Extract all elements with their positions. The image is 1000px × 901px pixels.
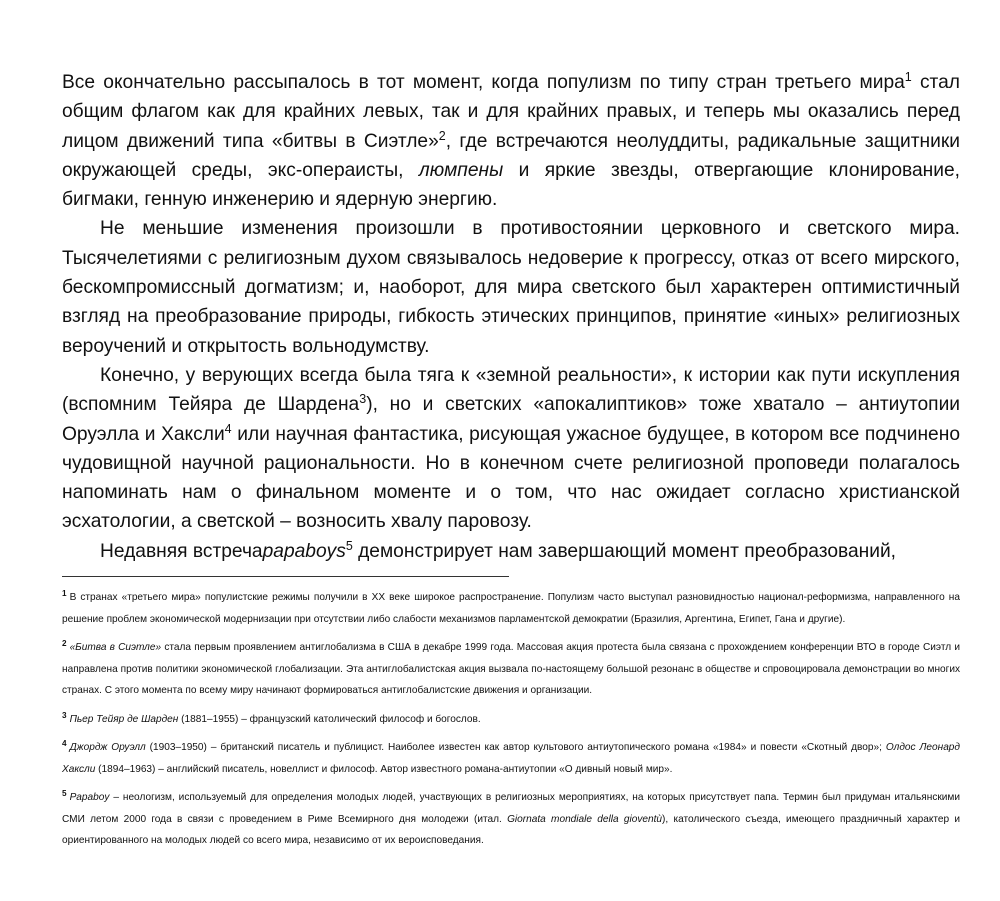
footnote-ref: 5 — [345, 538, 353, 553]
footnote-ref: 2 — [438, 128, 446, 143]
footnote-number: 1 — [62, 589, 67, 599]
text-run: стала первым проявлением антиглобализма в США в декабре 1999 года. Массовая акция протеста была связана с прохождением конференции ВТО в городе Сиэтл и направлена против политики экономической глобализации. Эта антиглобалистская акция вызвала по-настоящему большой резонанс в обществе и спровоцировала демонстрации во многих странах. С этого момента по всему миру начинают формироваться антиглобалистские движения и организации. — [62, 642, 960, 697]
footnote — [62, 587, 960, 630]
text-run: Недавняя встреча — [100, 540, 263, 562]
text-run: Не меньшие изменения произошли в противостоянии церковного и светского мира. Тысячелетиями с религиозным духом связывалось недоверие к прогрессу, отказ от всего мирского, бескомпромиссный догматизм; и, наоборот, для мира светского был характерен оптимистичный взгляд на преобразование природы, гибкость этических принципов, принятие «иных» религиозных вероучений и открытость вольнодумству. — [62, 218, 960, 357]
footnote-separator — [62, 576, 509, 577]
text-run: или научная фантастика, рисующая ужасное будущее, в котором все подчинено чудовищной научной рациональности. Но в конечном счете религиозной проповеди полагалось напоминать нам о финальном моменте и о том, что нас ожидает согласно христианской эсхатологии, а светской – возносить хвалу паровозу. — [62, 423, 960, 533]
paragraph — [62, 537, 960, 566]
footnote-number: 4 — [62, 739, 67, 749]
paragraph — [62, 361, 960, 537]
text-run: ), но и светских «апокалиптиков» тоже хватало – антиутопии Оруэлла и Хаксли — [62, 394, 961, 445]
footnote-ref: 3 — [359, 392, 367, 407]
footnote — [62, 737, 960, 780]
italic-text: «Битва в Сиэтле» — [69, 642, 162, 654]
text-run: демонстрирует нам завершающий момент преобразований, — [352, 540, 897, 562]
text-run: Все окончательно рассыпалось в тот момент, когда популизм по типу стран третьего мира — [62, 72, 905, 93]
italic-text: Пьер Тейяр де Шарден — [69, 713, 179, 725]
footnote-ref: 4 — [224, 421, 232, 436]
text-run: (1903–1950) – британский писатель и публицист. Наиболее известен как автор культового антиутопического романа «1984» и повести «Скотный двор»; — [145, 742, 886, 754]
footnote — [62, 787, 960, 852]
text-run: ), католического съезда, имеющего праздничный характер и ориентированного на молодых людей со всего мира, независимо от их вероисповедания. — [62, 813, 960, 847]
footnote — [62, 637, 960, 702]
italic-text: papaboys — [262, 540, 346, 562]
text-run: и яркие звезды, отвергающие клонирование, бигмаки, генную инженерию и ядерную энергию. — [62, 159, 960, 211]
text-run: , где встречаются неолуддиты, радикальные защитники окружающей среды, экс-операисты, — [62, 130, 960, 181]
text-run: (1881–1955) – французский католический философ и богослов. — [178, 713, 481, 725]
text-run: В странах «третьего мира» популистские режимы получили в XX веке широкое распространение. Популизм часто выступал разновидностью национал-реформизма, направленного на решение проблем экономической модернизации при отсутствии либо слабости механизмов парламентской демократии (Бразилия, Аргентина, Египет, Гана и другие). — [62, 592, 960, 625]
paragraph — [62, 68, 960, 214]
italic-text: Papaboy — [69, 792, 110, 804]
footnotes — [62, 587, 960, 852]
footnote — [62, 709, 960, 731]
italic-text: люмпены — [418, 159, 504, 181]
text-run: стал общим флагом как для крайних левых, так и для крайних правых, и теперь мы оказались перед лицом движений типа «битвы в Сиэтле» — [62, 72, 960, 152]
italic-text: Джордж Оруэлл — [69, 742, 146, 754]
paragraph — [62, 214, 960, 360]
main-text — [62, 68, 960, 566]
document-page — [62, 68, 960, 859]
text-run: Конечно, у верующих всегда была тяга к «земной реальности», к истории как пути искупления (вспомним Тейяра де Шардена — [62, 364, 960, 416]
footnote-number: 5 — [62, 789, 67, 799]
footnote-number: 3 — [62, 710, 67, 720]
italic-text: Giornata mondiale della gioventù — [507, 813, 663, 825]
italic-text: Олдос Леонард Хаксли — [62, 742, 961, 775]
footnote-number: 2 — [62, 639, 67, 649]
text-run: (1894–1963) – английский писатель, новеллист и философ. Автор известного романа-антиутопии «О дивный новый мир». — [95, 763, 673, 775]
footnote-ref: 1 — [904, 70, 912, 84]
text-run: – неологизм, используемый для определения молодых людей, участвующих в религиозных мероприятиях, на которых присутствует папа. Термин был придуман итальянскими СМИ летом 2000 года в связи с проведением в Риме Всемирного дня молодежи (итал. — [62, 792, 960, 825]
